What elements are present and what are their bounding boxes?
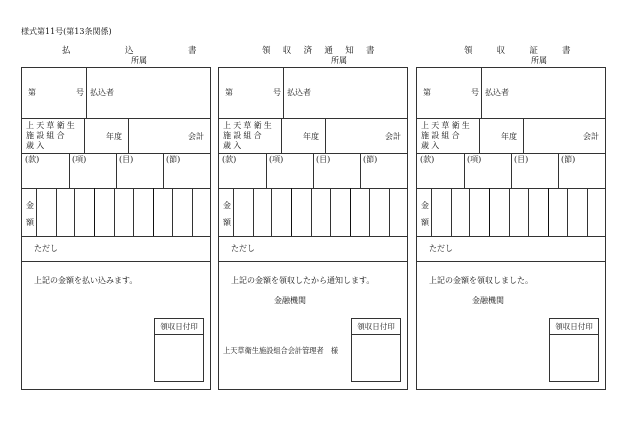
org-name-line: 施設組合 — [223, 131, 264, 140]
category-header: (節) — [561, 155, 576, 164]
no-label-last: 号 — [273, 88, 281, 97]
stamp-label: 領収日付印 — [550, 319, 598, 335]
amount-digit-cell-divider — [291, 188, 292, 236]
org-name-line: 上天草衛生 — [26, 121, 77, 130]
org-name-block — [26, 121, 82, 151]
category-header: (項) — [72, 155, 87, 164]
amount-digit-cell-divider — [587, 188, 588, 236]
no-label-first: 第 — [225, 88, 233, 97]
col-divider — [479, 118, 480, 153]
slip-title-char: 証 — [529, 46, 539, 56]
org-name-block — [421, 121, 477, 151]
slip-title-char: 書 — [562, 46, 572, 56]
receipt-date-stamp-box — [351, 318, 401, 382]
proviso-label: ただし — [429, 244, 453, 253]
payer-label: 払込者 — [90, 88, 114, 97]
amount-digit-cell-divider — [389, 188, 390, 236]
amount-digit-cell-divider — [172, 188, 173, 236]
slip-title-char: 込 — [125, 46, 135, 56]
row-divider — [22, 261, 210, 262]
amount-label-first: 金 — [421, 201, 429, 210]
row-divider — [417, 188, 605, 189]
amount-digit-cell-divider — [350, 188, 351, 236]
col-divider — [84, 118, 85, 153]
org-name-line: 施設組合 — [26, 131, 67, 140]
proviso-label: ただし — [231, 244, 255, 253]
col-divider — [281, 118, 282, 153]
slip-title-char: 払 — [62, 46, 72, 56]
affiliation-label: 所属 — [331, 56, 347, 65]
affiliation-label: 所属 — [531, 56, 547, 65]
row-divider — [417, 261, 605, 262]
slip-title-char: 書 — [366, 46, 376, 56]
org-name-line: 上天草衛生 — [223, 121, 274, 130]
account-label: 会計 — [188, 132, 204, 141]
org-name-block — [223, 121, 279, 151]
payer-label: 払込者 — [485, 88, 509, 97]
col-divider — [511, 153, 512, 188]
col-divider — [36, 188, 37, 236]
amount-digit-cell-divider — [94, 188, 95, 236]
col-divider — [86, 68, 87, 118]
slip-panel — [218, 67, 408, 390]
slip-title-char: 知 — [345, 46, 355, 56]
fiscal-year-label: 年度 — [501, 132, 517, 141]
statement-text: 上記の金額を払い込みます。 — [34, 276, 138, 285]
amount-digit-cell-divider — [567, 188, 568, 236]
slip-title-char: 通 — [324, 46, 334, 56]
col-divider — [116, 153, 117, 188]
org-name-line: 歳入 — [223, 141, 244, 150]
manager-addressee: 上天草衛生施設組合会計管理者 様 — [223, 346, 339, 355]
account-label: 会計 — [385, 132, 401, 141]
amount-label-first: 金 — [223, 201, 231, 210]
col-divider — [523, 118, 524, 153]
col-divider — [128, 118, 129, 153]
amount-digit-cell-divider — [153, 188, 154, 236]
amount-digit-cell-divider — [253, 188, 254, 236]
institution-label: 金融機関 — [472, 296, 504, 305]
amount-digit-cell-divider — [192, 188, 193, 236]
slip-panel — [416, 67, 606, 390]
payer-label: 払込者 — [287, 88, 311, 97]
col-divider — [360, 153, 361, 188]
col-divider — [481, 68, 482, 118]
col-divider — [325, 118, 326, 153]
slip-title-char: 領 — [262, 46, 272, 56]
category-header: (款) — [222, 155, 237, 164]
amount-digit-cell-divider — [509, 188, 510, 236]
col-divider — [558, 153, 559, 188]
amount-digit-cell-divider — [330, 188, 331, 236]
no-label-last: 号 — [76, 88, 84, 97]
category-header: (款) — [25, 155, 40, 164]
receipt-date-stamp-box — [154, 318, 204, 382]
org-name-line: 歳入 — [26, 141, 47, 150]
statement-text: 上記の金額を領収したから通知します。 — [231, 276, 375, 285]
row-divider — [219, 261, 407, 262]
amount-digit-cell-divider — [311, 188, 312, 236]
no-label-first: 第 — [28, 88, 36, 97]
row-divider — [417, 236, 605, 237]
affiliation-label: 所属 — [131, 56, 147, 65]
col-divider — [313, 153, 314, 188]
stamp-label: 領収日付印 — [155, 319, 203, 335]
org-name-line: 上天草衛生 — [421, 121, 472, 130]
amount-label-last: 額 — [421, 218, 429, 227]
category-header: (目) — [316, 155, 331, 164]
amount-digit-cell-divider — [271, 188, 272, 236]
row-divider — [219, 118, 407, 119]
row-divider — [22, 188, 210, 189]
slip-title-char: 書 — [188, 46, 198, 56]
fiscal-year-label: 年度 — [303, 132, 319, 141]
row-divider — [219, 236, 407, 237]
statement-text: 上記の金額を領収しました。 — [429, 276, 533, 285]
no-label-last: 号 — [471, 88, 479, 97]
category-header: (項) — [269, 155, 284, 164]
col-divider — [69, 153, 70, 188]
amount-digit-cell-divider — [56, 188, 57, 236]
amount-digit-cell-divider — [451, 188, 452, 236]
institution-label: 金融機関 — [274, 296, 306, 305]
row-divider — [219, 188, 407, 189]
category-header: (目) — [119, 155, 134, 164]
amount-digit-cell-divider — [369, 188, 370, 236]
proviso-label: ただし — [34, 244, 58, 253]
amount-digit-cell-divider — [489, 188, 490, 236]
category-header: (節) — [363, 155, 378, 164]
fiscal-year-label: 年度 — [106, 132, 122, 141]
account-label: 会計 — [583, 132, 599, 141]
amount-digit-cell-divider — [114, 188, 115, 236]
col-divider — [233, 188, 234, 236]
slip-title-char: 領 — [464, 46, 474, 56]
col-divider — [431, 188, 432, 236]
row-divider — [22, 118, 210, 119]
amount-digit-cell-divider — [528, 188, 529, 236]
form-number: 様式第11号(第13条関係) — [21, 27, 112, 36]
col-divider — [283, 68, 284, 118]
category-header: (目) — [514, 155, 529, 164]
category-header: (款) — [420, 155, 435, 164]
slip-title-char: 収 — [282, 46, 292, 56]
col-divider — [266, 153, 267, 188]
row-divider — [417, 118, 605, 119]
org-name-line: 施設組合 — [421, 131, 462, 140]
no-label-first: 第 — [423, 88, 431, 97]
category-header: (節) — [166, 155, 181, 164]
amount-digit-cell-divider — [469, 188, 470, 236]
slip-panel — [21, 67, 211, 390]
amount-label-last: 額 — [26, 218, 34, 227]
slip-title-char: 収 — [496, 46, 506, 56]
col-divider — [464, 153, 465, 188]
org-name-line: 歳入 — [421, 141, 442, 150]
row-divider — [22, 236, 210, 237]
amount-digit-cell-divider — [548, 188, 549, 236]
col-divider — [163, 153, 164, 188]
amount-label-first: 金 — [26, 201, 34, 210]
category-header: (項) — [467, 155, 482, 164]
amount-digit-cell-divider — [133, 188, 134, 236]
stamp-label: 領収日付印 — [352, 319, 400, 335]
receipt-date-stamp-box — [549, 318, 599, 382]
amount-label-last: 額 — [223, 218, 231, 227]
amount-digit-cell-divider — [74, 188, 75, 236]
slip-title-char: 済 — [303, 46, 313, 56]
